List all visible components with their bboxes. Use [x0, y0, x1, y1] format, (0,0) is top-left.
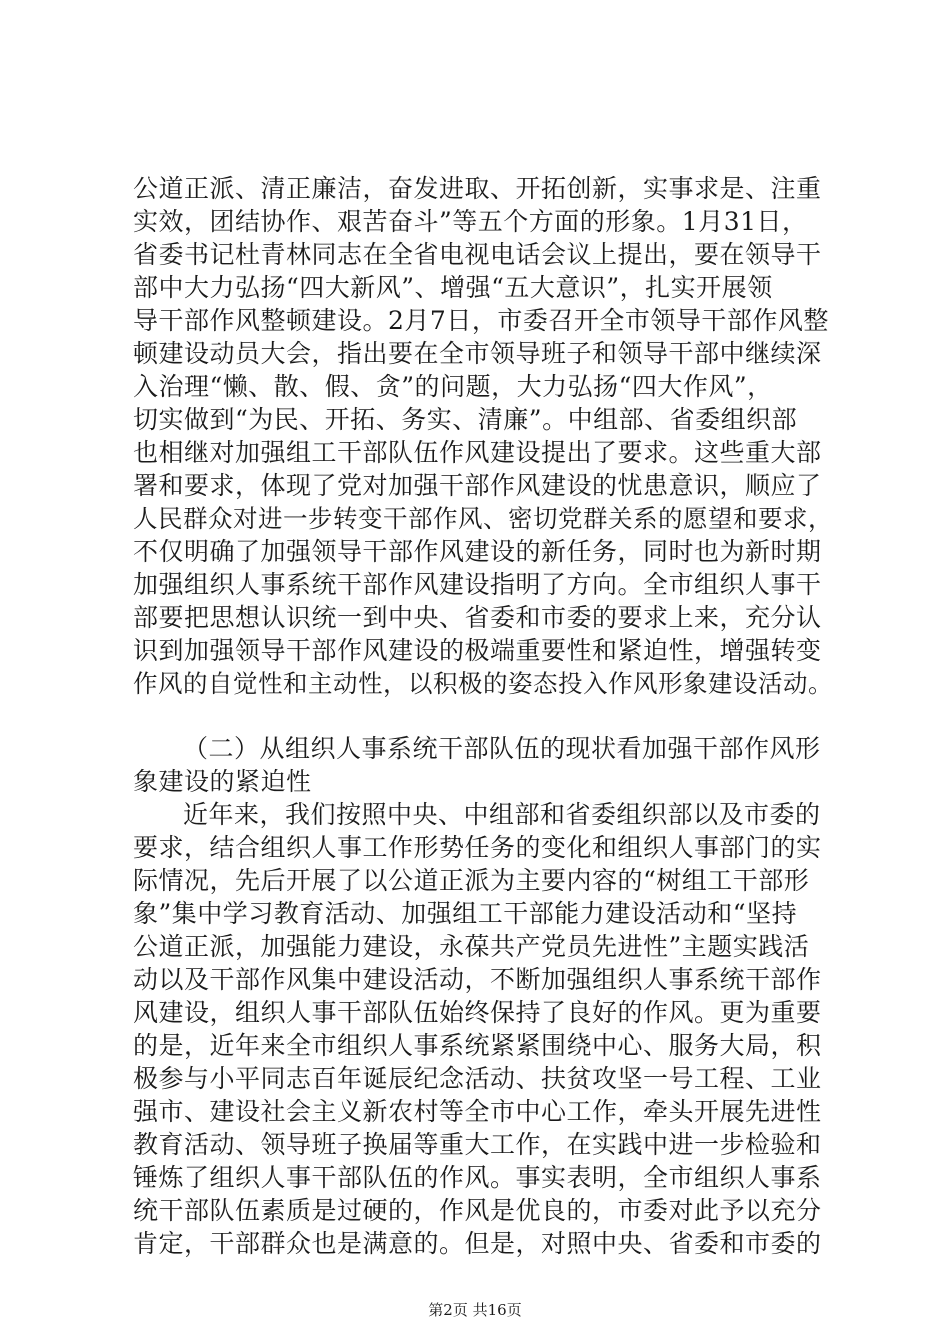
heading-line: 象建设的紧迫性: [133, 767, 312, 796]
text-line: 极参与小平同志百年诞辰纪念活动、扶贫攻坚一号工程、工业: [133, 1064, 822, 1093]
text-line: 肯定，干部群众也是满意的。但是，对照中央、省委和市委的: [133, 1229, 822, 1258]
text-line: 象”集中学习教育活动、加强组工干部能力建设活动和“坚持: [133, 899, 798, 928]
text-line: 锤炼了组织人事干部队伍的作风。事实表明，全市组织人事系: [133, 1163, 822, 1192]
text-line: 加强组织人事系统干部作风建设指明了方向。全市组织人事干: [133, 570, 822, 599]
text-line: 部中大力弘扬“四大新风”、增强“五大意识”，扎实开展领: [133, 273, 773, 302]
text-line: 强市、建设社会主义新农村等全市中心工作，牵头开展先进性: [133, 1097, 822, 1126]
text-line: 公道正派、清正廉洁，奋发进取、开拓创新，实事求是、注重: [133, 174, 822, 203]
text-line: 也相继对加强组工干部队伍作风建设提出了要求。这些重大部: [133, 438, 822, 467]
text-line: 切实做到“为民、开拓、务实、清廉”。中组部、省委组织部: [133, 405, 798, 434]
text-line: 顿建设动员大会，指出要在全市领导班子和领导干部中继续深: [133, 339, 822, 368]
text-line: 导干部作风整顿建设。2月7日，市委召开全市领导干部作风整: [133, 306, 829, 335]
text-line: 要求，结合组织人事工作形势任务的变化和组织人事部门的实: [133, 833, 822, 862]
text-line: 识到加强领导干部作风建设的极端重要性和紧迫性，增强转变: [133, 636, 822, 665]
text-line: 近年来，我们按照中央、中组部和省委组织部以及市委的: [183, 800, 821, 829]
text-line: 的是，近年来全市组织人事系统紧紧围绕中心、服务大局，积: [133, 1031, 822, 1060]
text-line: 部要把思想认识统一到中央、省委和市委的要求上来，充分认: [133, 603, 822, 632]
heading-line: （二）从组织人事系统干部队伍的现状看加强干部作风形: [183, 734, 821, 763]
text-line: 风建设，组织人事干部队伍始终保持了良好的作风。更为重要: [133, 998, 822, 1027]
text-line: 动以及干部作风集中建设活动，不断加强组织人事系统干部作: [133, 965, 822, 994]
text-line: 入治理“懒、散、假、贪”的问题，大力弘扬“四大作风”，: [133, 372, 773, 401]
text-line: 作风的自觉性和主动性，以积极的姿态投入作风形象建设活动。: [133, 669, 833, 698]
text-line: 人民群众对进一步转变干部作风、密切党群关系的愿望和要求，: [133, 504, 833, 533]
text-line: 署和要求，体现了党对加强干部作风建设的忧患意识，顺应了: [133, 471, 822, 500]
text-line: 际情况，先后开展了以公道正派为主要内容的“树组工干部形: [133, 866, 810, 895]
text-line: 公道正派，加强能力建设，永葆共产党员先进性”主题实践活: [133, 932, 810, 961]
text-line: 统干部队伍素质是过硬的，作风是优良的，市委对此予以充分: [133, 1196, 822, 1225]
text-line: 省委书记杜青林同志在全省电视电话会议上提出，要在领导干: [133, 240, 822, 269]
text-line: 不仅明确了加强领导干部作风建设的新任务，同时也为新时期: [133, 537, 822, 566]
text-line: 教育活动、领导班子换届等重大工作，在实践中进一步检验和: [133, 1130, 822, 1159]
page-number-footer: 第2页 共16页: [428, 1301, 522, 1319]
text-line: 实效，团结协作、艰苦奋斗”等五个方面的形象。1月31日，: [133, 207, 808, 236]
